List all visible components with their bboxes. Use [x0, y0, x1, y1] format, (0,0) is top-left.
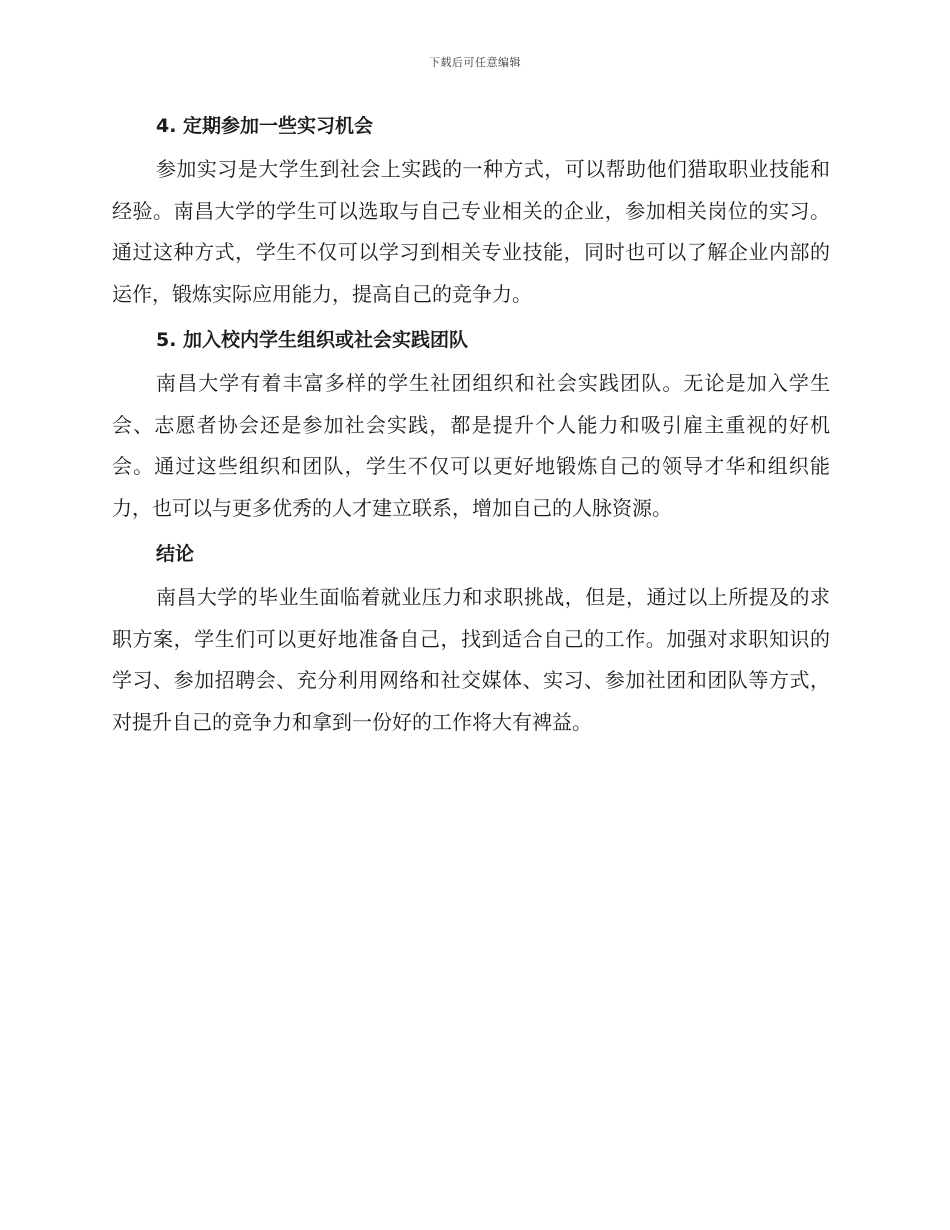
- section-paragraph-internship: 参加实习是大学生到社会上实践的一种方式，可以帮助他们猎取职业技能和经验。南昌大学的学生可以选取与自己专业相关的企业，参加相关岗位的实习。通过这种方式，学生不仅可以学习到相关专业技能，同时也可以了解企业内部的运作，锻炼实际应用能力，提高自己的竞争力。: [112, 157, 830, 306]
- section-heading-internship: 4. 定期参加一些实习机会: [156, 115, 374, 137]
- section-heading-conclusion: 结论: [156, 543, 195, 565]
- section-paragraph-conclusion: 南昌大学的毕业生面临着就业压力和求职挑战，但是，通过以上所提及的求职方案，学生们可以更好地准备自己，找到适合自己的工作。加强对求职知识的学习、参加招聘会、充分利用网络和社交媒体、实习、参加社团和团队等方式，对提升自己的竞争力和拿到一份好的工作将大有裨益。: [112, 585, 830, 734]
- page-header: 下载后可任意编辑: [429, 56, 521, 69]
- section-heading-organizations: 5. 加入校内学生组织或社会实践团队: [156, 329, 469, 351]
- document-body: [112, 110, 830, 743]
- section-paragraph-organizations: 南昌大学有着丰富多样的学生社团组织和社会实践团队。无论是加入学生会、志愿者协会还是参加社会实践，都是提升个人能力和吸引雇主重视的好机会。通过这些组织和团队，学生不仅可以更好地锻炼自己的领导才华和组织能力，也可以与更多优秀的人才建立联系，增加自己的人脉资源。: [112, 371, 830, 520]
